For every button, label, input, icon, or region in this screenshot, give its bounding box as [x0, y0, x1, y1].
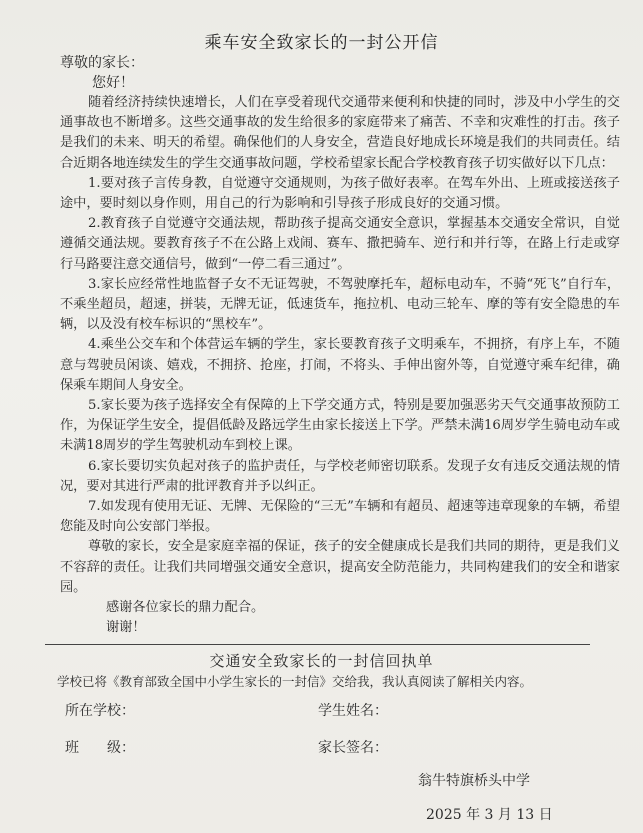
point-6-paragraph: 6.家长要切实负起对孩子的监护责任，与学校老师密切联系。发现子女有违反交通法规的情况，要对其进行严肃的批评教育并予以纠正。	[60, 458, 620, 494]
issuing-school-name: 翁牛特旗桥头中学	[418, 773, 530, 789]
point-4-paragraph: 4.乘坐公交车和个体营运车辆的学生，家长要教育孩子文明乘车，不拥挤，有序上车，不随意与驾驶员闲谈、嬉戏，不拥挤、抢座，打闹，不将头、手伸出窗外等，自觉遵守乘车纪律，确保乘车期间人身安全。	[60, 337, 620, 393]
point-7-paragraph: 7.如发现有使用无证、无牌、无保险的“三无”车辆和有超员、超速等违章现象的车辆，希望您能及时向公安部门举报。	[60, 499, 620, 535]
conclusion-paragraph: 尊敬的家长，安全是家庭幸福的保证，孩子的安全健康成长是我们共同的期待，更是我们义不容辞的责任。让我们共同增强交通安全意识，提高安全防范能力，共同构建我们的安全和谐家园。	[60, 539, 620, 595]
section-divider	[45, 644, 590, 645]
point-3-paragraph: 3.家长应经常性地监督子女不无证驾驶，不驾驶摩托车，超标电动车，不骑“死飞”自行车，不乘坐超员，超速，拼装，无牌无证，低速货车，拖拉机、电动三轮车、摩的等有安全隐患的车辆，以及没有校车标识的“黑校车”。	[60, 276, 620, 333]
parent-signature-field-label: 家长签名：	[318, 740, 388, 756]
greeting: 您好！	[92, 75, 134, 91]
receipt-statement: 学校已将《教育部致全国中小学生家长的一封信》交给我，我认真阅读了解相关内容。	[57, 674, 533, 689]
salutation: 尊敬的家长：	[60, 55, 144, 71]
class-field-label: 班 级：	[65, 740, 135, 756]
student-name-field-label: 学生姓名：	[318, 703, 388, 719]
receipt-title: 交通安全致家长的一封信回执单	[209, 652, 434, 670]
point-2-paragraph: 2.教育孩子自觉遵守交通法规，帮助孩子提高交通安全意识，掌握基本交通安全常识，自觉遵循交通法规。要教育孩子不在公路上戏闹、赛车、撒把骑车、逆行和并行等，在路上行走或穿行马路要注意交通信号，做到“一停二看三通过”。	[60, 216, 620, 272]
thanks-line: 感谢各位家长的鼎力配合。	[106, 600, 265, 616]
thanks: 谢谢！	[106, 620, 146, 636]
letter-body	[60, 93, 620, 638]
school-field-label: 所在学校：	[65, 703, 135, 719]
point-1-paragraph: 1.要对孩子言传身教，自觉遵守交通规则，为孩子做好表率。在驾车外出、上班或接送孩子途中，要时刻以身作则，用自己的行为影响和引导孩子形成良好的交通习惯。	[60, 175, 620, 212]
point-5-paragraph: 5.家长要为孩子选择安全有保障的上下学交通方式，特别是要加强恶劣天气交通事故预防工作，为保证学生安全，提倡低龄及路远学生由家长接送上下学。严禁未满16周岁学生骑电动车或未满18周岁的学生驾驶机动车到校上课。	[60, 398, 620, 454]
intro-paragraph: 随着经济持续快速增长，人们在享受着现代交通带来便利和快捷的同时，涉及中小学生的交通事故也不断增多。这些交通事故的发生给很多的家庭带来了痛苦、不幸和灾难性的打击。孩子是我们的未来、明天的希望。确保他们的人身安全，营造良好地成长环境是我们的共同责任。结合近期各地连续发生的学生交通事故问题，学校希望家长配合学校教育孩子切实做好以下几点：	[60, 95, 620, 171]
letter-title: 乘车安全致家长的一封公开信	[204, 33, 439, 53]
issue-date: 2025 年 3 月 13 日	[426, 807, 553, 823]
